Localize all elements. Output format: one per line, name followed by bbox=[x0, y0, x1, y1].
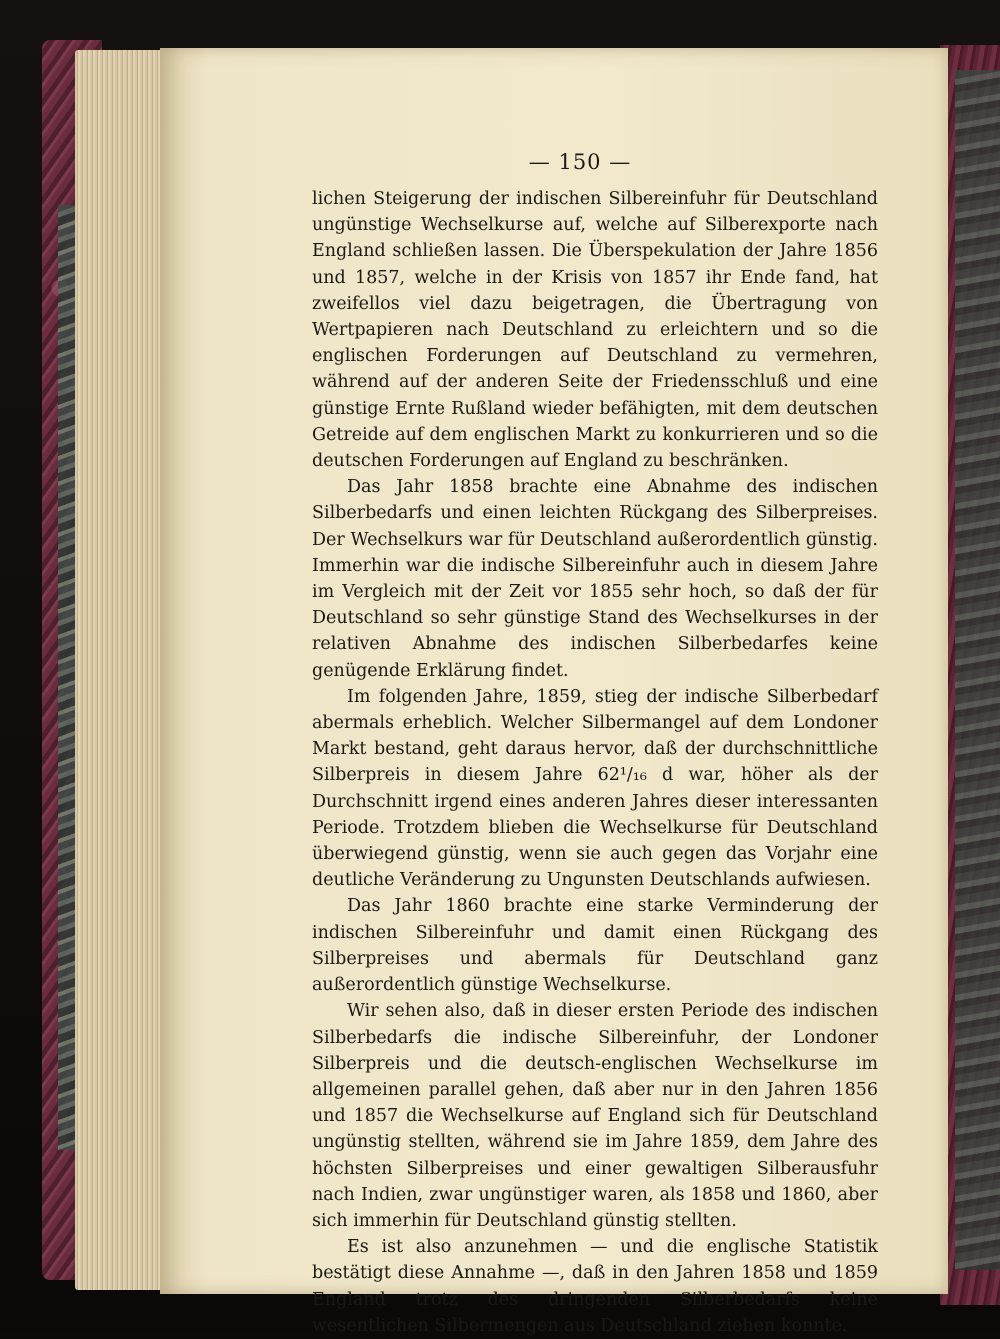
paragraph: Es ist also anzunehmen — und die englische Statistik bestätigt diese Annahme —, daß in den Jahren 1858 und 1859 England trotz des dringenden Silberbedarfs keine wesentlichen Silbermengen aus Deutschland ziehen konnte. bbox=[312, 1237, 878, 1336]
paragraph: Im folgenden Jahre, 1859, stieg der indische Silberbedarf abermals erheblich. Welcher Silbermangel auf dem Londoner Markt bestand, geht daraus hervor, daß der durchschnittliche Silberpreis in diesem Jahre 62¹/₁₆ d war, höher als der Durchschnitt irgend eines anderen Jahres dieser interessanten Periode. Trotzdem blieben die Wechselkurse für Deutschland überwiegend günstig, wenn sie auch gegen das Vorjahr eine deutliche Veränderung zu Ungunsten Deutschlands aufwiesen. bbox=[312, 686, 878, 891]
paragraph: Das Jahr 1860 brachte eine starke Verminderung der indischen Silbereinfuhr und damit einen Rückgang des Silberpreises und abermals für Deutschland ganz außerordentlich günstige Wechselkurse. bbox=[312, 896, 878, 996]
paragraph: lichen Steigerung der indischen Silbereinfuhr für Deutschland ungünstige Wechselkurse auf, welche auf Silberexporte nach England schließen lassen. Die Überspekulation der Jahre 1856 und 1857, welche in der Krisis von 1857 ihr Ende fand, hat zweifellos viel dazu beigetragen, die Übertragung von Wertpapieren nach Deutschland zu erleichtern und so die englischen Forderungen auf Deutschland zu vermehren, während auf der anderen Seite der Friedensschluß und eine günstige Ernte Rußland wieder befähigten, mit dem deutschen Getreide auf dem englischen Markt zu konkurrieren und so die deutschen Forderungen auf England zu beschränken. bbox=[312, 189, 878, 472]
marbled-endpaper-right bbox=[955, 70, 1000, 1270]
body-text bbox=[312, 186, 878, 1339]
page-number: — 150 — bbox=[528, 150, 632, 174]
paragraph: Das Jahr 1858 brachte eine Abnahme des indischen Silberbedarfs und einen leichten Rückgang des Silberpreises. Der Wechselkurs war für Deutschland außerordentlich günstig. Immerhin war die indische Silbereinfuhr auch in diesem Jahre im Vergleich mit der Zeit vor 1855 sehr hoch, so daß der für Deutschland so sehr günstige Stand des Wechselkurses in der relativen Abnahme des indischen Silberbedarfes keine genügende Erklärung findet. bbox=[312, 477, 878, 681]
paragraph: Wir sehen also, daß in dieser ersten Periode des indischen Silberbedarfs die indische Silbereinfuhr, der Londoner Silberpreis und die deutsch-englischen Wechselkurse im allgemeinen parallel gehen, daß aber nur in den Jahren 1856 und 1857 die Wechselkurse auf England sich für Deutschland ungünstig stellten, während sie im Jahre 1859, dem Jahre des höchsten Silberpreises und einer gewaltigen Silberausfuhr nach Indien, zwar ungünstiger waren, als 1858 und 1860, aber sich immerhin für Deutschland günstig stellten. bbox=[312, 1001, 878, 1231]
